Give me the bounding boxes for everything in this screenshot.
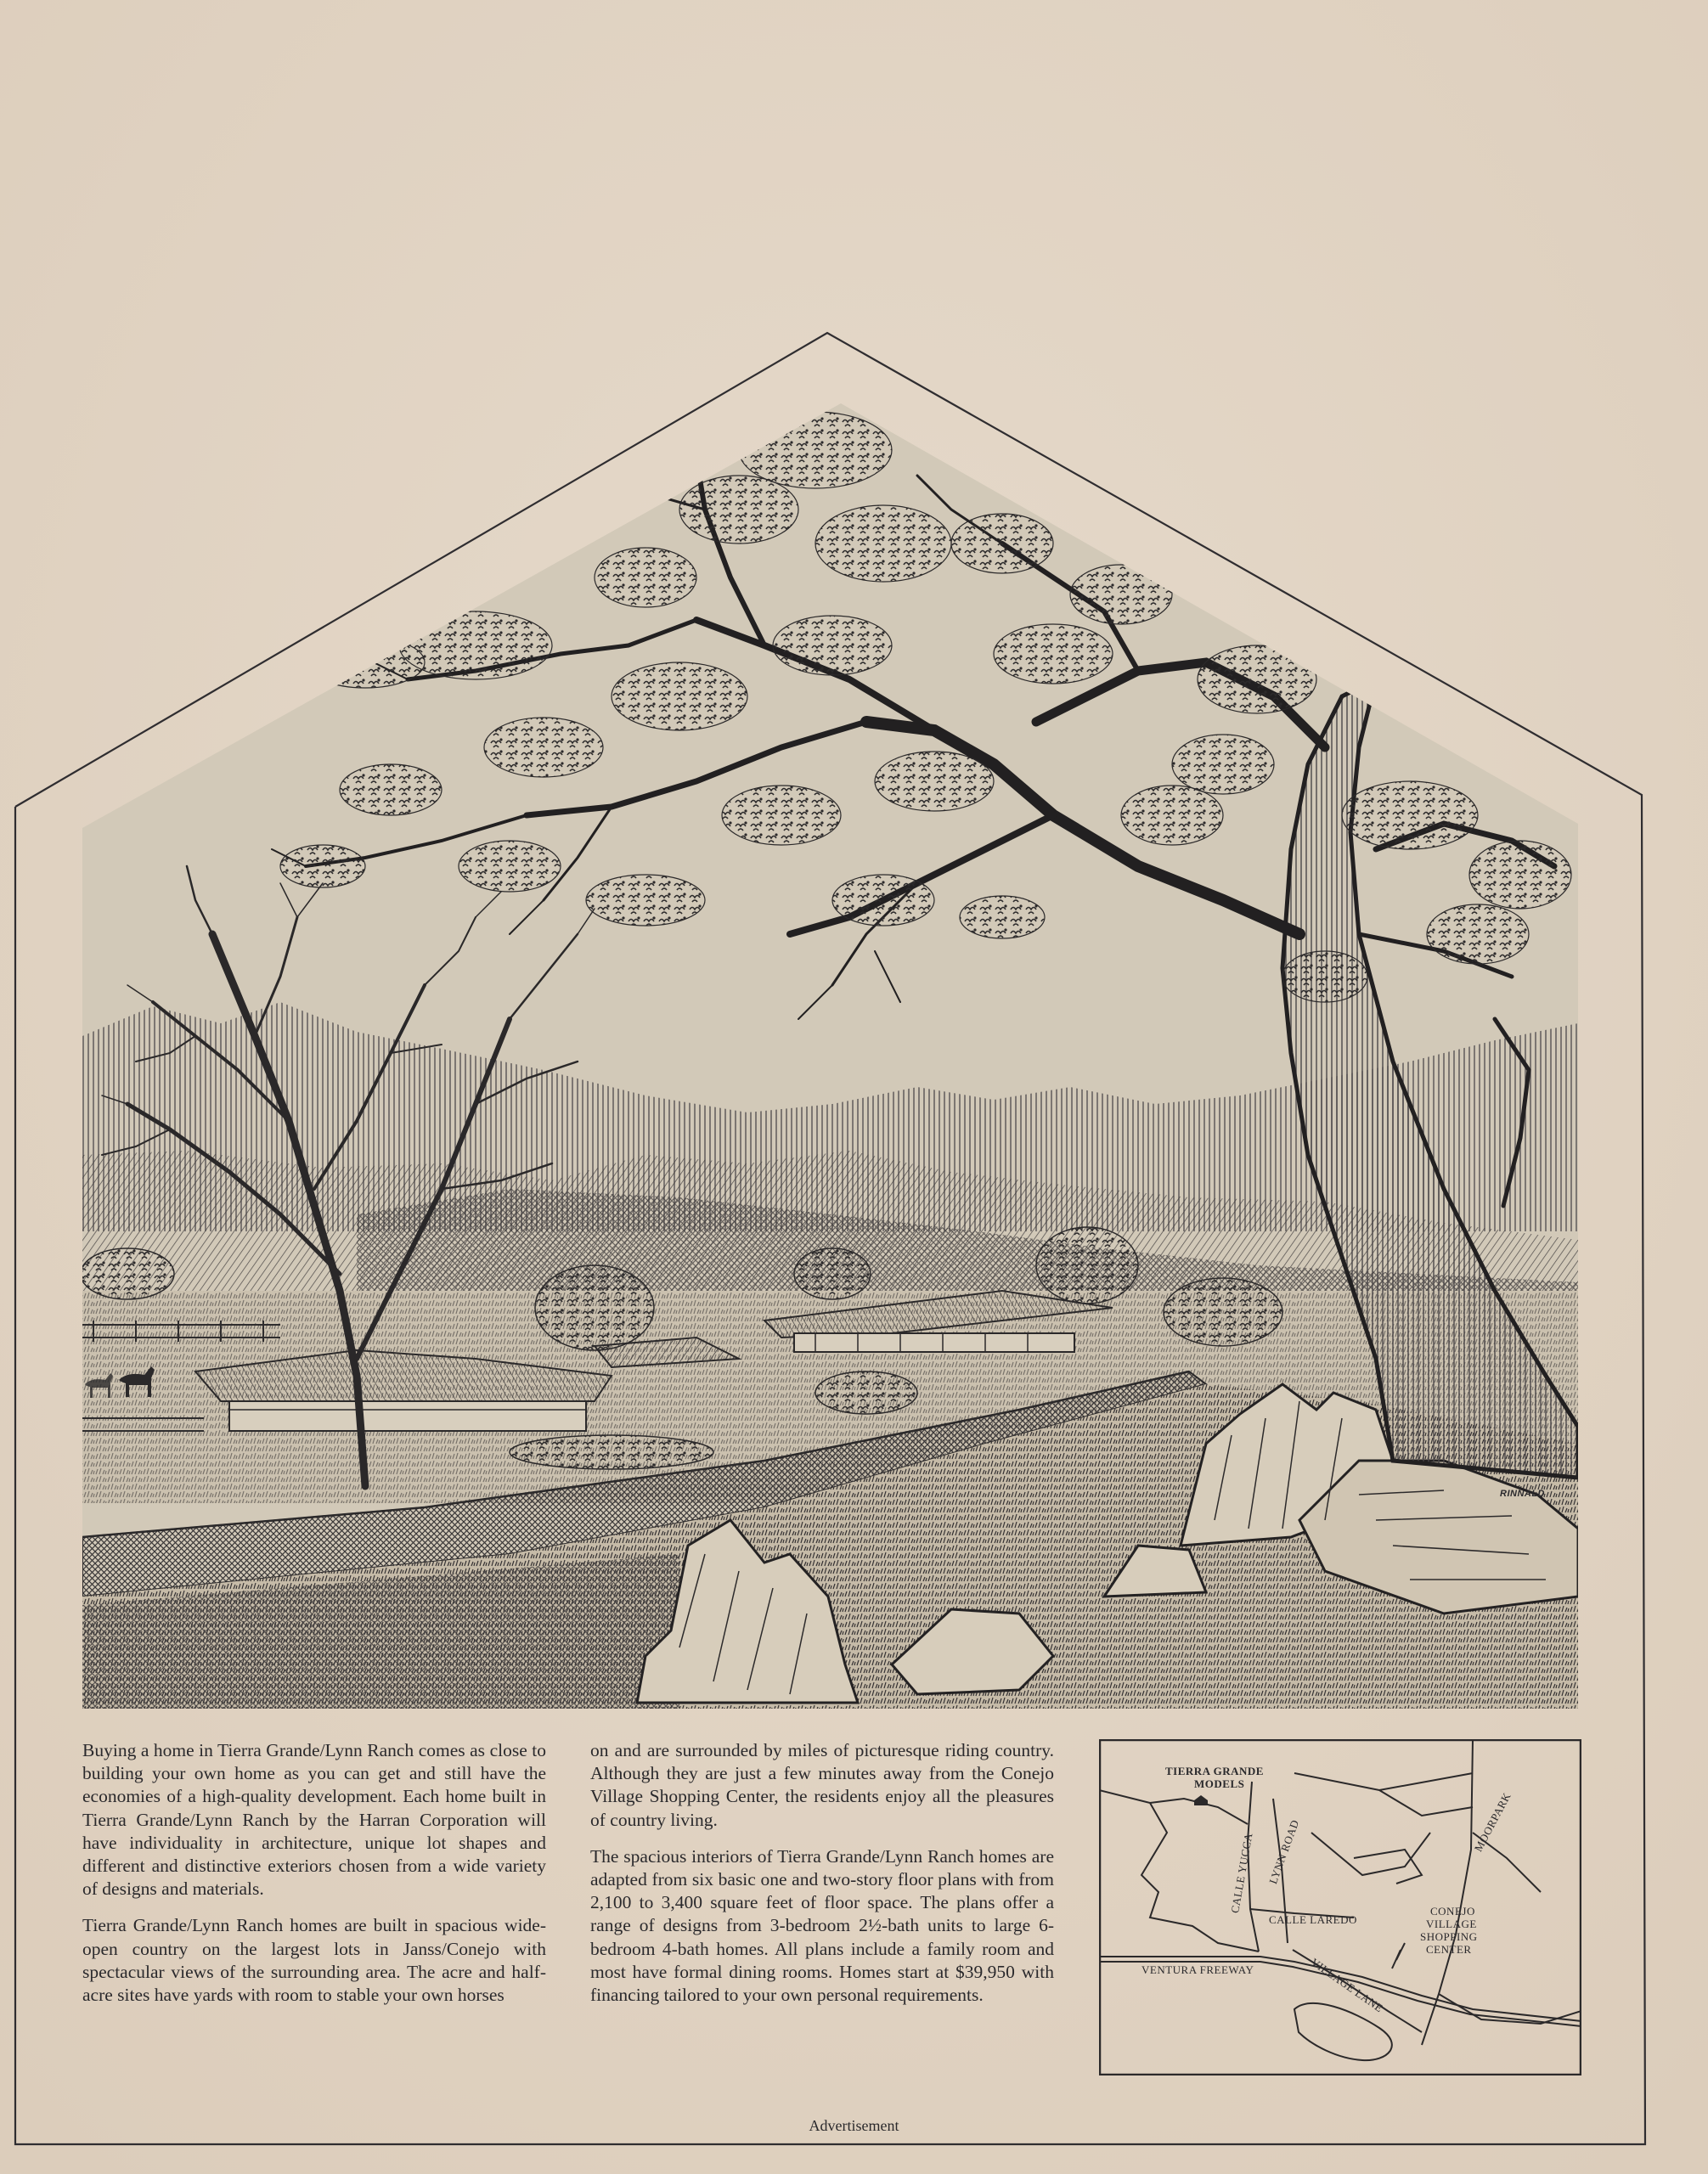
paragraph: The spacious interiors of Tierra Grande/Lynn Ranch homes are adapted from six basic one and two-story floor plans with from 2,100 to 3,400 square feet of floor space. The plans offer a range of designs from 3-bedroom 2½-bath units to large 6-bedroom 4-bath homes. All plans include a family room and most have formal dining rooms. Homes start at $39,950 with financing tailored to your own personal requirements. [590, 1845, 1054, 2006]
paragraph: Tierra Grande/Lynn Ranch homes are built in spacious wide-open country on the largest lots in Janss/Conejo with spectacular views of the surrounding area. The acre and half-acre sites have yards with room to stable your own horses [82, 1915, 546, 2006]
map-roads [1099, 1739, 1581, 2075]
map-label-conejo: CENTER [1426, 1943, 1472, 1956]
map-label-calle-laredo: CALLE LAREDO [1269, 1913, 1357, 1926]
article-column-2 [590, 1739, 1054, 2020]
map-label-conejo: CONEJO [1430, 1905, 1475, 1918]
map-label-conejo: VILLAGE [1426, 1918, 1477, 1930]
paragraph: Buying a home in Tierra Grande/Lynn Ranch comes as close to building your own home as you can get and still have the economies of a high-quality development. Each home built in Tierra Grande/Lynn Ranch by the Harran Corporation will have individuality in architecture, unique lot shapes and different and distinctive exteriors chosen from a wide variety of designs and materials. [82, 1740, 546, 1900]
map-label-village-lane: VILLAGE LANE [1308, 1955, 1386, 2015]
map-label-ventura-freeway: VENTURA FREEWAY [1141, 1963, 1254, 1976]
map-label-models: MODELS [1194, 1777, 1245, 1790]
advertisement-label: Advertisement [809, 2117, 899, 2134]
model-home-icon [1194, 1795, 1208, 1805]
map-label-calle-yucca: CALLE YUCCA [1228, 1832, 1255, 1914]
paragraph: on and are surrounded by miles of picturesque riding country. Although they are just a few minutes away from the Conejo Village Shopping Center, the residents enjoy all the pleasures of country living. [590, 1740, 1054, 1830]
location-map [1099, 1739, 1581, 2075]
artist-signature: RINNALD [1500, 1489, 1545, 1499]
article-column-1 [82, 1739, 546, 2020]
map-label-lynn-road: LYNN ROAD [1266, 1817, 1302, 1886]
map-label-conejo: SHOPPING [1420, 1930, 1478, 1943]
map-label-models: TIERRA GRANDE [1165, 1765, 1264, 1777]
map-label-moorpark: MOORPARK [1471, 1790, 1514, 1854]
